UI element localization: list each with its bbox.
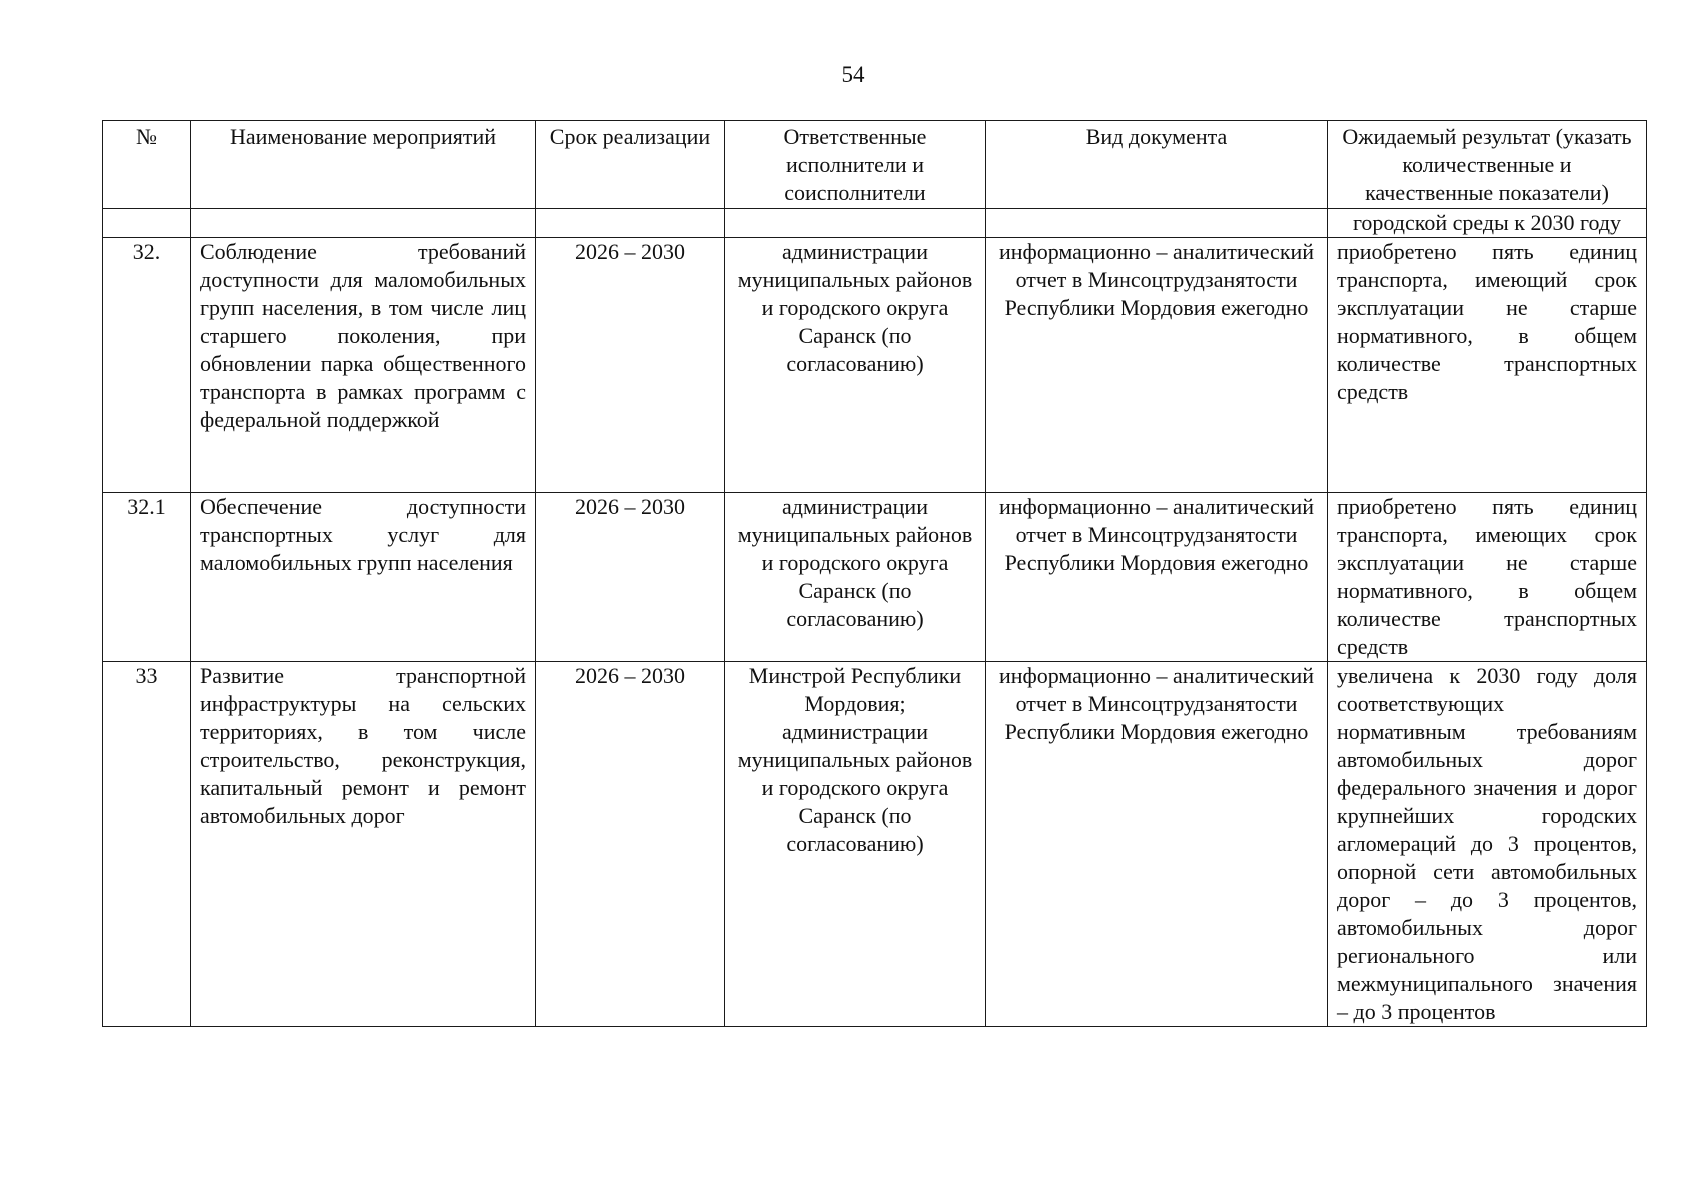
continuation-cell-num (103, 209, 191, 238)
table-header-row (103, 121, 1647, 209)
row-result: увеличена к 2030 году доля соответствующих нормативным требованиям автомобильных дорог федерального значения и дорог крупнейших городских агломераций до 3 процентов, опорной сети автомобильных дорог – до 3 процентов, автомобильных дорог регионального или межмуниципального значения – до 3 процентов (1328, 662, 1647, 1027)
row-result: приобретено пять единиц транспорта, имеющий срок эксплуатации не старше нормативного, в общем количестве транспортных средств (1328, 238, 1647, 493)
row-responsible: администрации муниципальных районов и городского округа Саранск (по согласованию) (725, 493, 986, 662)
continuation-row (103, 209, 1647, 238)
row-doc-type: информационно – аналитический отчет в Минсоцтрудзанятости Республики Мордовия ежегодно (986, 493, 1328, 662)
continuation-cell-name (191, 209, 536, 238)
activities-table (102, 120, 1647, 1027)
row-name: Обеспечение доступности транспортных услуг для маломобильных групп населения (191, 493, 536, 662)
header-term: Срок реализации (536, 121, 725, 209)
row-term: 2026 – 2030 (536, 238, 725, 493)
continuation-cell-term (536, 209, 725, 238)
row-doc-type: информационно – аналитический отчет в Минсоцтрудзанятости Республики Мордовия ежегодно (986, 662, 1328, 1027)
row-term: 2026 – 2030 (536, 662, 725, 1027)
row-num: 32.1 (103, 493, 191, 662)
row-name: Развитие транспортной инфраструктуры на сельских территориях, в том числе строительство, реконструкция, капитальный ремонт и ремонт автомобильных дорог (191, 662, 536, 1027)
header-num: № (103, 121, 191, 209)
table-row (103, 662, 1647, 1027)
table-row (103, 493, 1647, 662)
row-num: 32. (103, 238, 191, 493)
row-doc-type: информационно – аналитический отчет в Минсоцтрудзанятости Республики Мордовия ежегодно (986, 238, 1328, 493)
row-num: 33 (103, 662, 191, 1027)
row-result: приобретено пять единиц транспорта, имеющих срок эксплуатации не старше нормативного, в общем количестве транспортных средств (1328, 493, 1647, 662)
table-row (103, 238, 1647, 493)
header-result: Ожидаемый результат (указать количественные и качественные показатели) (1328, 121, 1647, 209)
header-responsible: Ответственные исполнители и соисполнители (725, 121, 986, 209)
continuation-cell-responsible (725, 209, 986, 238)
row-responsible: администрации муниципальных районов и городского округа Саранск (по согласованию) (725, 238, 986, 493)
page-number: 54 (841, 62, 865, 87)
continuation-cell-doc (986, 209, 1328, 238)
continuation-result: городской среды к 2030 году (1328, 209, 1647, 238)
row-name: Соблюдение требований доступности для маломобильных групп населения, в том числе лиц старшего поколения, при обновлении парка общественного транспорта в рамках программ с федеральной поддержкой (191, 238, 536, 493)
row-term: 2026 – 2030 (536, 493, 725, 662)
header-doc-type: Вид документа (986, 121, 1328, 209)
row-responsible: Минстрой Республики Мордовия; администрации муниципальных районов и городского округа Саранск (по согласованию) (725, 662, 986, 1027)
header-name: Наименование мероприятий (191, 121, 536, 209)
